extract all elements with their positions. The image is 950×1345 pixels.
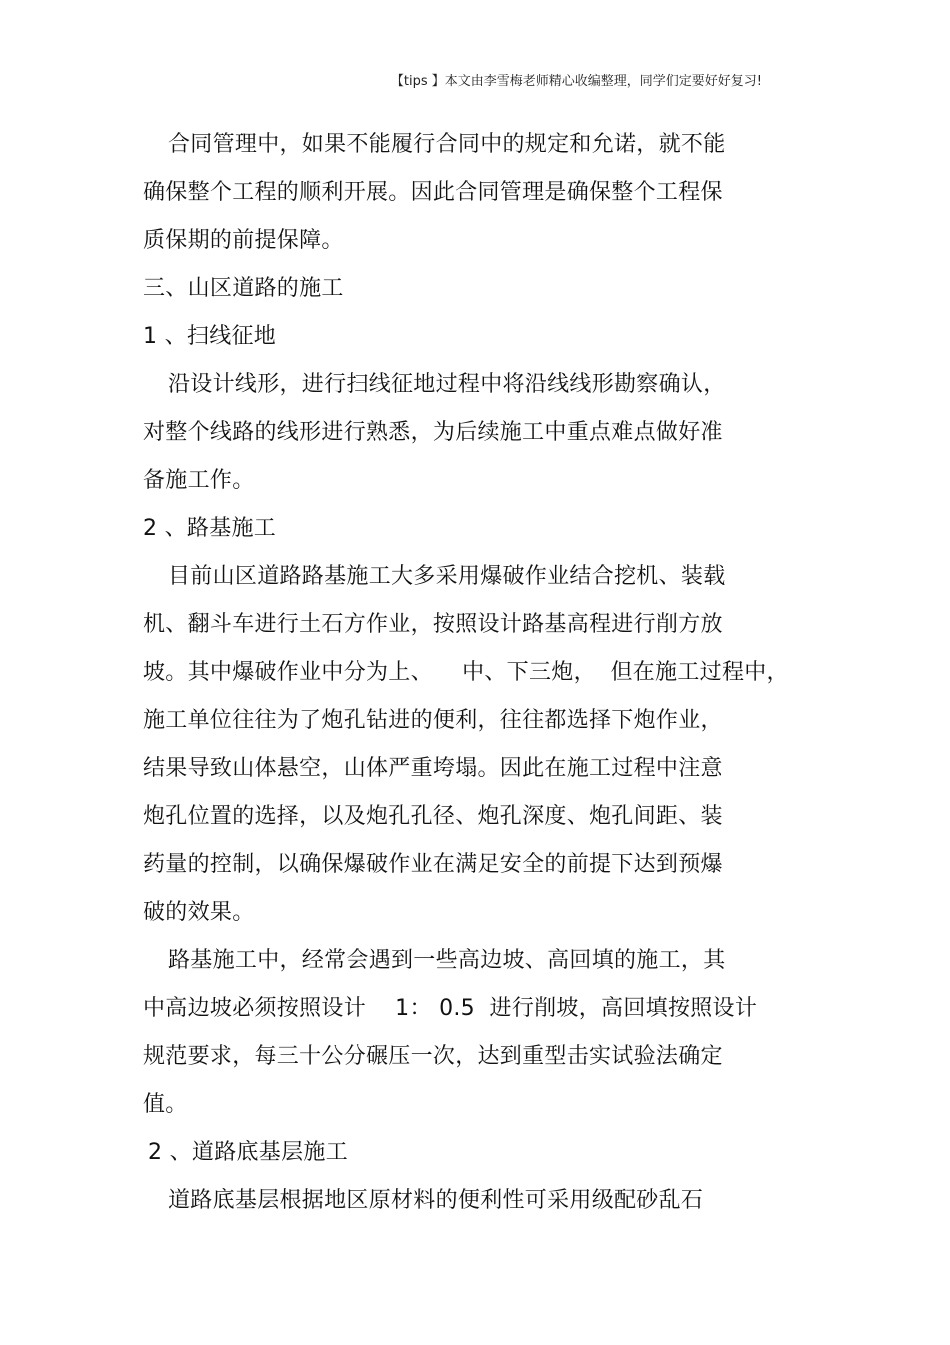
paragraph-line: 合同管理中，如果不能履行合同中的规定和允诺，就不能 (168, 132, 726, 157)
paragraph-line: 确保整个工程的顺利开展。因此合同管理是确保整个工程保 (143, 180, 723, 205)
paragraph-line: 质保期的前提保障。 (143, 228, 344, 253)
paragraph-line: 备施工作。 (143, 468, 255, 493)
paragraph-line: 对整个线路的线形进行熟悉，为后续施工中重点难点做好准 (143, 420, 723, 445)
subsection-heading: 1 、扫线征地 (143, 324, 277, 349)
header-tip: 【tips 】本文由李雪梅老师精心收编整理，同学们定要好好复习! (390, 74, 762, 89)
paragraph-line: 中高边坡必须按照设计 1： 0.5 进行削坡，高回填按照设计 (143, 996, 758, 1021)
paragraph-line: 机、翻斗车进行土石方作业，按照设计路基高程进行削方放 (143, 612, 723, 637)
paragraph-line: 沿设计线形，进行扫线征地过程中将沿线线形勘察确认， (168, 372, 726, 397)
paragraph-line: 路基施工中，经常会遇到一些高边坡、高回填的施工，其 (168, 948, 726, 973)
paragraph-line: 炮孔位置的选择，以及炮孔孔径、炮孔深度、炮孔间距、装 (143, 804, 723, 829)
paragraph-line: 施工单位往往为了炮孔钻进的便利，往往都选择下炮作业， (143, 708, 723, 733)
paragraph-line: 结果导致山体悬空，山体严重垮塌。因此在施工过程中注意 (143, 756, 723, 781)
section-heading: 三、山区道路的施工 (143, 276, 344, 301)
paragraph-line: 坡。其中爆破作业中分为上、 中、下三炮， 但在施工过程中， (143, 660, 789, 685)
paragraph-line: 目前山区道路路基施工大多采用爆破作业结合挖机、装载 (168, 564, 726, 589)
paragraph-line: 破的效果。 (143, 900, 255, 925)
paragraph-line: 道路底基层根据地区原材料的便利性可采用级配砂乱石 (168, 1188, 704, 1213)
subsection-heading: 2 、路基施工 (143, 516, 277, 541)
paragraph-line: 规范要求，每三十公分碾压一次，达到重型击实试验法确定 (143, 1044, 723, 1069)
paragraph-line: 值。 (143, 1092, 188, 1117)
subsection-heading: 2 、道路底基层施工 (148, 1140, 348, 1165)
paragraph-line: 药量的控制，以确保爆破作业在满足安全的前提下达到预爆 (143, 852, 723, 877)
